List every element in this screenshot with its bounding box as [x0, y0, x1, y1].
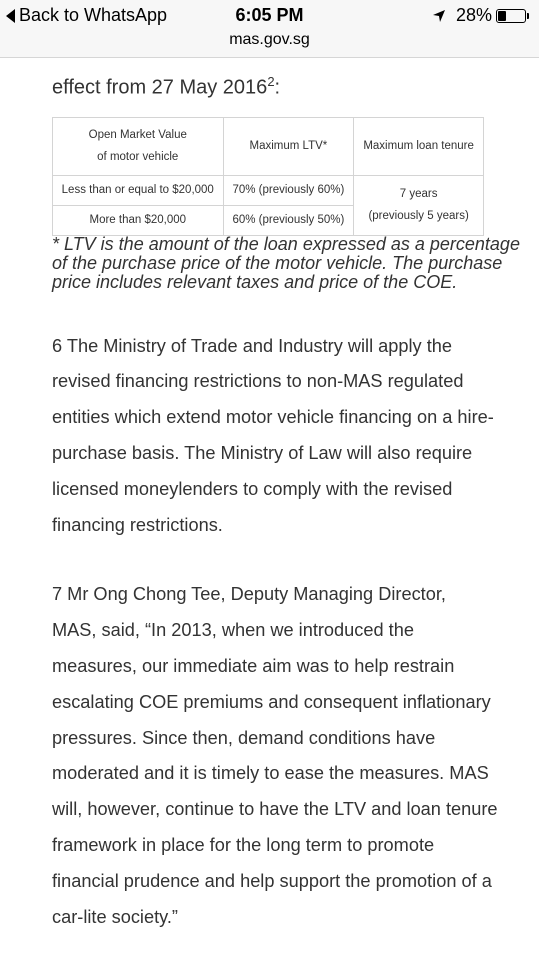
intro-suffix: :	[274, 76, 281, 99]
clock: 6:05 PM	[235, 5, 304, 25]
battery-icon	[496, 9, 526, 23]
cell-ltv: 60% (previously 50%)	[223, 205, 354, 235]
url-bar[interactable]: mas.gov.sg	[229, 31, 310, 48]
intro-text: effect from 27 May 2016	[52, 76, 268, 99]
table-header-row	[53, 117, 484, 175]
paragraph-7: 7 Mr Ong Chong Tee, Deputy Managing Director, MAS, said, “In 2013, when we introduced the measures, our immediate aim was to help restrain escalating COE premiums and consequent inflationary pressures. Since then, demand conditions have moderated and it is timely to ease the measures. MAS will, however, continue to have the LTV and loan tenure framework in place for the long term to promote financial prudence and help support the promotion of a car-lite society.”	[52, 584, 498, 927]
cell-omv: Less than or equal to $20,000	[53, 175, 224, 205]
article-content	[52, 58, 539, 935]
cell-omv: More than $20,000	[53, 205, 224, 235]
header-omv: Open Market Value of motor vehicle	[53, 117, 224, 175]
ltv-footnote: * LTV is the amount of the loan expressed as a percentage of the purchase price of the motor vehicle. The purchase price includes relevant taxes and price of the COE.	[52, 233, 520, 292]
status-indicators	[432, 5, 529, 26]
cell-tenure: 7 years (previously 5 years)	[354, 175, 484, 235]
cell-ltv: 70% (previously 60%)	[223, 175, 354, 205]
battery-percentage: 28%	[455, 5, 492, 25]
header-ltv: Maximum LTV*	[223, 117, 354, 175]
back-label: Back to WhatsApp	[19, 5, 168, 25]
location-arrow-icon	[432, 9, 446, 23]
battery-tip	[527, 13, 529, 19]
table-row	[53, 175, 484, 205]
header-tenure: Maximum loan tenure	[354, 117, 484, 175]
paragraph-6: 6 The Ministry of Trade and Industry will apply the revised financing restrictions to non-MAS regulated entities which extend motor vehicle financing on a hire- purchase basis. The Ministry of Law will also require licensed moneylenders to comply with the revised financing restrictions.	[52, 335, 494, 535]
battery-fill	[498, 11, 506, 21]
footnote-ref[interactable]: 2	[267, 74, 275, 89]
browser-status-bar	[0, 0, 539, 58]
intro-line	[52, 74, 539, 100]
ltv-table	[52, 117, 484, 236]
